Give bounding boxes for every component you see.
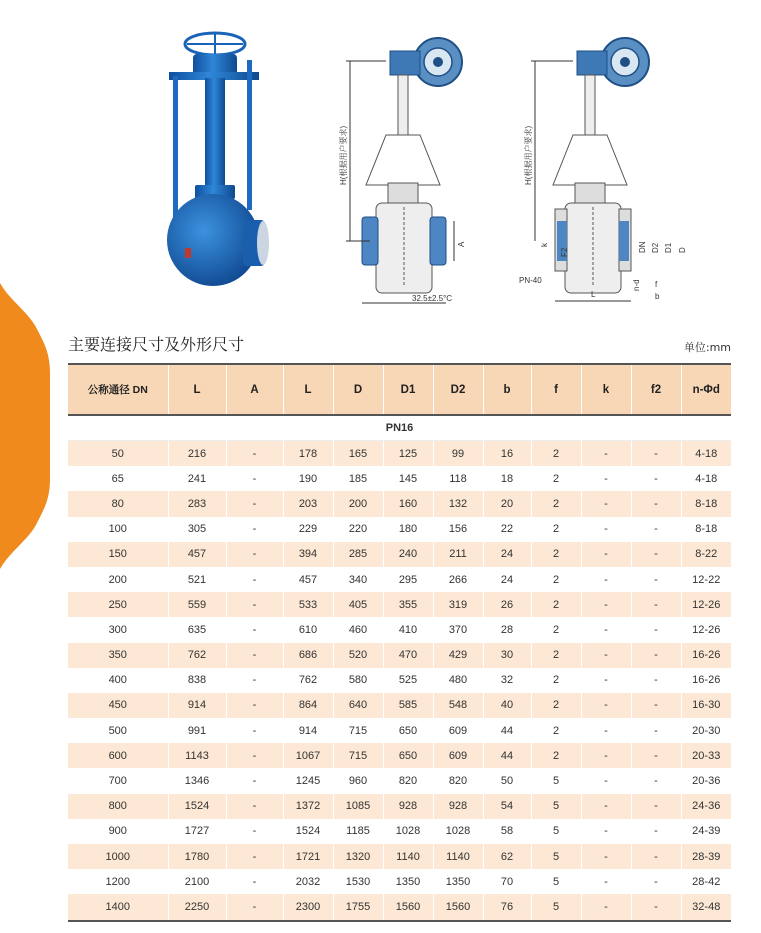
table-row xyxy=(68,668,731,693)
table-cell: - xyxy=(226,491,283,516)
table-cell: 160 xyxy=(383,491,433,516)
table-cell: 600 xyxy=(68,743,168,768)
table-cell: 1140 xyxy=(383,844,433,869)
table-cell: 405 xyxy=(333,592,383,617)
table-cell: 12-22 xyxy=(681,567,731,592)
table-cell: 520 xyxy=(333,643,383,668)
table-cell: 715 xyxy=(333,718,383,743)
table-cell: - xyxy=(631,668,681,693)
table-cell: 70 xyxy=(483,869,531,894)
table-row xyxy=(68,466,731,491)
section-title: 主要连接尺寸及外形尺寸 xyxy=(68,335,245,354)
table-cell: 2 xyxy=(531,542,581,567)
table-cell: 16 xyxy=(483,441,531,467)
table-cell: 1400 xyxy=(68,894,168,920)
table-cell: - xyxy=(226,869,283,894)
table-cell: - xyxy=(226,517,283,542)
table-cell: 24 xyxy=(483,567,531,592)
table-cell: 2 xyxy=(531,617,581,642)
table-cell: - xyxy=(631,718,681,743)
table-cell: 370 xyxy=(433,617,483,642)
table-cell: 99 xyxy=(433,441,483,467)
table-cell: 1067 xyxy=(283,743,333,768)
table-cell: 62 xyxy=(483,844,531,869)
table-cell: 2300 xyxy=(283,894,333,920)
table-cell: - xyxy=(631,441,681,467)
table-cell: - xyxy=(226,617,283,642)
table-cell: - xyxy=(631,743,681,768)
table-cell: - xyxy=(631,844,681,869)
table-cell: 229 xyxy=(283,517,333,542)
col-header: D1 xyxy=(383,364,433,415)
table-cell: - xyxy=(226,567,283,592)
table-cell: 305 xyxy=(168,517,226,542)
col-header: L xyxy=(168,364,226,415)
table-cell: 1143 xyxy=(168,743,226,768)
col-header: A xyxy=(226,364,283,415)
table-cell: 1000 xyxy=(68,844,168,869)
table-row xyxy=(68,542,731,567)
table-cell: 132 xyxy=(433,491,483,516)
table-cell: 1755 xyxy=(333,894,383,920)
table-cell: 460 xyxy=(333,617,383,642)
table-row xyxy=(68,794,731,819)
table-cell: 285 xyxy=(333,542,383,567)
table-cell: 1350 xyxy=(383,869,433,894)
d1-label: D1 xyxy=(664,242,673,253)
table-cell: - xyxy=(226,466,283,491)
table-cell: 960 xyxy=(333,768,383,793)
table-cell: - xyxy=(226,592,283,617)
table-header-row xyxy=(68,364,731,415)
table-cell: 8-18 xyxy=(681,491,731,516)
table-cell: 295 xyxy=(383,567,433,592)
table-cell: 650 xyxy=(383,718,433,743)
table-cell: 32 xyxy=(483,668,531,693)
table-cell: 820 xyxy=(433,768,483,793)
table-cell: 838 xyxy=(168,668,226,693)
table-cell: 864 xyxy=(283,693,333,718)
table-cell: 220 xyxy=(333,517,383,542)
table-cell: 820 xyxy=(383,768,433,793)
table-cell: 2 xyxy=(531,668,581,693)
table-cell: 1560 xyxy=(433,894,483,920)
table-cell: 635 xyxy=(168,617,226,642)
table-row xyxy=(68,819,731,844)
table-cell: 16-26 xyxy=(681,643,731,668)
f-label: f xyxy=(655,280,658,289)
table-cell: 24-36 xyxy=(681,794,731,819)
angle-label: 32.5±2.5°C xyxy=(412,294,453,303)
table-cell: 20 xyxy=(483,491,531,516)
table-cell: 18 xyxy=(483,466,531,491)
table-cell: 548 xyxy=(433,693,483,718)
table-cell: 16-30 xyxy=(681,693,731,718)
k-label: k xyxy=(540,243,549,247)
table-cell: - xyxy=(226,819,283,844)
table-row xyxy=(68,643,731,668)
col-header: D2 xyxy=(433,364,483,415)
table-cell: - xyxy=(581,894,631,920)
table-cell: - xyxy=(581,743,631,768)
table-cell: 200 xyxy=(333,491,383,516)
table-cell: 28 xyxy=(483,617,531,642)
table-cell: 22 xyxy=(483,517,531,542)
table-cell: 283 xyxy=(168,491,226,516)
table-cell: 5 xyxy=(531,869,581,894)
h-label-1: H(根据用户要求) xyxy=(339,125,348,185)
table-cell: 1140 xyxy=(433,844,483,869)
table-cell: - xyxy=(631,894,681,920)
table-cell: 28-42 xyxy=(681,869,731,894)
table-cell: 1200 xyxy=(68,869,168,894)
col-header: b xyxy=(483,364,531,415)
table-cell: - xyxy=(631,466,681,491)
table-cell: - xyxy=(226,668,283,693)
table-cell: 4-18 xyxy=(681,466,731,491)
table-cell: 100 xyxy=(68,517,168,542)
table-cell: 1350 xyxy=(433,869,483,894)
table-cell: 44 xyxy=(483,743,531,768)
table-cell: 80 xyxy=(68,491,168,516)
table-row xyxy=(68,743,731,768)
table-cell: 559 xyxy=(168,592,226,617)
welded-valve-drawing xyxy=(330,25,480,315)
table-cell: 350 xyxy=(68,643,168,668)
table-cell: - xyxy=(581,844,631,869)
b-label: b xyxy=(655,292,660,301)
table-cell: - xyxy=(581,567,631,592)
table-cell: - xyxy=(631,567,681,592)
table-cell: 533 xyxy=(283,592,333,617)
table-cell: - xyxy=(581,668,631,693)
table-cell: 1372 xyxy=(283,794,333,819)
table-cell: 1524 xyxy=(168,794,226,819)
table-cell: 12-26 xyxy=(681,592,731,617)
table-row xyxy=(68,718,731,743)
table-cell: 2 xyxy=(531,466,581,491)
table-row xyxy=(68,517,731,542)
table-cell: 400 xyxy=(68,668,168,693)
table-cell: 54 xyxy=(483,794,531,819)
flanged-valve-drawing xyxy=(515,25,705,315)
table-cell: 50 xyxy=(68,441,168,467)
table-cell: - xyxy=(631,794,681,819)
table-cell: 470 xyxy=(383,643,433,668)
table-cell: 429 xyxy=(433,643,483,668)
table-row xyxy=(68,869,731,894)
table-cell: 50 xyxy=(483,768,531,793)
table-cell: - xyxy=(226,643,283,668)
table-cell: 609 xyxy=(433,718,483,743)
table-cell: 165 xyxy=(333,441,383,467)
table-cell: 686 xyxy=(283,643,333,668)
table-cell: 4-18 xyxy=(681,441,731,467)
table-cell: 319 xyxy=(433,592,483,617)
table-cell: - xyxy=(226,743,283,768)
table-row xyxy=(68,693,731,718)
table-cell: - xyxy=(631,617,681,642)
table-cell: 20-33 xyxy=(681,743,731,768)
table-cell: 715 xyxy=(333,743,383,768)
table-cell: - xyxy=(226,542,283,567)
table-cell: 250 xyxy=(68,592,168,617)
table-cell: 2 xyxy=(531,743,581,768)
l-label: L xyxy=(591,290,596,299)
table-cell: 609 xyxy=(433,743,483,768)
table-cell: 500 xyxy=(68,718,168,743)
table-cell: 1085 xyxy=(333,794,383,819)
pressure-class-label: PN16 xyxy=(68,415,731,441)
table-cell: 180 xyxy=(383,517,433,542)
table-cell: - xyxy=(581,768,631,793)
table-cell: 457 xyxy=(168,542,226,567)
table-cell: 580 xyxy=(333,668,383,693)
table-cell: 340 xyxy=(333,567,383,592)
table-cell: 928 xyxy=(433,794,483,819)
table-cell: 300 xyxy=(68,617,168,642)
table-cell: 610 xyxy=(283,617,333,642)
table-cell: 125 xyxy=(383,441,433,467)
table-cell: 800 xyxy=(68,794,168,819)
table-cell: - xyxy=(581,441,631,467)
table-cell: 2100 xyxy=(168,869,226,894)
table-cell: 40 xyxy=(483,693,531,718)
table-row xyxy=(68,844,731,869)
table-cell: 211 xyxy=(433,542,483,567)
table-cell: - xyxy=(631,768,681,793)
table-cell: 585 xyxy=(383,693,433,718)
table-cell: 762 xyxy=(283,668,333,693)
table-cell: - xyxy=(226,718,283,743)
table-cell: 76 xyxy=(483,894,531,920)
table-cell: - xyxy=(581,542,631,567)
table-cell: 355 xyxy=(383,592,433,617)
table-cell: 203 xyxy=(283,491,333,516)
table-cell: 914 xyxy=(283,718,333,743)
valve-photo xyxy=(155,30,273,292)
table-cell: - xyxy=(226,794,283,819)
table-cell: 480 xyxy=(433,668,483,693)
table-cell: 185 xyxy=(333,466,383,491)
col-header: f2 xyxy=(631,364,681,415)
table-cell: 26 xyxy=(483,592,531,617)
table-cell: 1320 xyxy=(333,844,383,869)
table-cell: 2 xyxy=(531,517,581,542)
table-cell: 65 xyxy=(68,466,168,491)
table-cell: 240 xyxy=(383,542,433,567)
table-row xyxy=(68,617,731,642)
table-cell: 24-39 xyxy=(681,819,731,844)
table-cell: 241 xyxy=(168,466,226,491)
unit-label: 单位:mm xyxy=(683,341,731,354)
table-cell: 1560 xyxy=(383,894,433,920)
table-cell: 640 xyxy=(333,693,383,718)
table-cell: 2 xyxy=(531,718,581,743)
table-cell: 991 xyxy=(168,718,226,743)
table-cell: 178 xyxy=(283,441,333,467)
table-cell: 457 xyxy=(283,567,333,592)
table-cell: 150 xyxy=(68,542,168,567)
table-cell: 2 xyxy=(531,643,581,668)
table-cell: - xyxy=(631,517,681,542)
table-cell: 700 xyxy=(68,768,168,793)
table-cell: - xyxy=(226,894,283,920)
table-cell: - xyxy=(581,794,631,819)
table-cell: 16-26 xyxy=(681,668,731,693)
table-cell: - xyxy=(226,768,283,793)
table-cell: 650 xyxy=(383,743,433,768)
table-cell: 44 xyxy=(483,718,531,743)
table-cell: 12-26 xyxy=(681,617,731,642)
table-cell: - xyxy=(581,491,631,516)
table-cell: 5 xyxy=(531,768,581,793)
d2-label: D2 xyxy=(651,242,660,253)
table-cell: 1346 xyxy=(168,768,226,793)
table-cell: - xyxy=(581,592,631,617)
table-cell: 2 xyxy=(531,441,581,467)
table-cell: 1185 xyxy=(333,819,383,844)
table-cell: - xyxy=(631,542,681,567)
col-header: D xyxy=(333,364,383,415)
table-cell: 156 xyxy=(433,517,483,542)
table-cell: - xyxy=(631,819,681,844)
table-cell: 394 xyxy=(283,542,333,567)
table-row xyxy=(68,592,731,617)
table-cell: 118 xyxy=(433,466,483,491)
table-cell: 30 xyxy=(483,643,531,668)
table-cell: 1524 xyxy=(283,819,333,844)
table-row xyxy=(68,441,731,467)
table-cell: 928 xyxy=(383,794,433,819)
table-cell: 216 xyxy=(168,441,226,467)
table-cell: 521 xyxy=(168,567,226,592)
a-label: A xyxy=(457,241,466,247)
table-cell: - xyxy=(631,491,681,516)
table-cell: - xyxy=(631,693,681,718)
pn40-label: PN-40 xyxy=(519,276,542,285)
side-tab xyxy=(0,283,50,728)
table-cell: 762 xyxy=(168,643,226,668)
side-tab-shape xyxy=(0,283,50,569)
table-cell: 32-48 xyxy=(681,894,731,920)
dimensions-table xyxy=(68,363,731,922)
table-cell: 914 xyxy=(168,693,226,718)
table-cell: 8-18 xyxy=(681,517,731,542)
table-cell: 200 xyxy=(68,567,168,592)
table-cell: 525 xyxy=(383,668,433,693)
table-cell: 1721 xyxy=(283,844,333,869)
table-row xyxy=(68,768,731,793)
table-cell: - xyxy=(581,693,631,718)
table-cell: - xyxy=(631,592,681,617)
table-cell: 190 xyxy=(283,466,333,491)
table-cell: - xyxy=(581,517,631,542)
h-label-2: H(根据用户要求) xyxy=(524,125,533,185)
table-cell: 2032 xyxy=(283,869,333,894)
dn-label: DN xyxy=(638,241,647,253)
col-header: 公称通径 DN xyxy=(68,364,168,415)
table-cell: 266 xyxy=(433,567,483,592)
table-cell: 1727 xyxy=(168,819,226,844)
table-cell: - xyxy=(581,617,631,642)
col-header: L xyxy=(283,364,333,415)
table-row xyxy=(68,491,731,516)
table-cell: 24 xyxy=(483,542,531,567)
table-cell: 2 xyxy=(531,592,581,617)
table-cell: 5 xyxy=(531,819,581,844)
table-cell: 28-39 xyxy=(681,844,731,869)
table-cell: 2250 xyxy=(168,894,226,920)
table-cell: 1028 xyxy=(383,819,433,844)
table-cell: 5 xyxy=(531,844,581,869)
table-cell: 900 xyxy=(68,819,168,844)
table-cell: 20-36 xyxy=(681,768,731,793)
col-header: n-Φd xyxy=(681,364,731,415)
table-cell: - xyxy=(581,718,631,743)
table-cell: - xyxy=(581,643,631,668)
table-row xyxy=(68,567,731,592)
table-cell: 1780 xyxy=(168,844,226,869)
table-cell: 5 xyxy=(531,794,581,819)
table-cell: 145 xyxy=(383,466,433,491)
f2-label: F2 xyxy=(560,247,569,257)
table-cell: 2 xyxy=(531,491,581,516)
pressure-class-row xyxy=(68,415,731,441)
table-cell: 8-22 xyxy=(681,542,731,567)
table-cell: 1028 xyxy=(433,819,483,844)
table-cell: - xyxy=(226,693,283,718)
table-cell: 1245 xyxy=(283,768,333,793)
table-cell: 2 xyxy=(531,693,581,718)
table-cell: 450 xyxy=(68,693,168,718)
table-cell: - xyxy=(581,869,631,894)
table-cell: - xyxy=(581,466,631,491)
table-cell: 5 xyxy=(531,894,581,920)
d-label: D xyxy=(678,247,687,253)
col-header: k xyxy=(581,364,631,415)
table-cell: 58 xyxy=(483,819,531,844)
table-cell: - xyxy=(581,819,631,844)
table-cell: - xyxy=(631,869,681,894)
table-cell: - xyxy=(631,643,681,668)
side-tab-label: 球阀系列 xyxy=(23,668,37,728)
table-cell: - xyxy=(226,844,283,869)
table-row xyxy=(68,894,731,920)
table-cell: - xyxy=(226,441,283,467)
nd-label: n-d xyxy=(632,279,641,291)
col-header: f xyxy=(531,364,581,415)
table-cell: 410 xyxy=(383,617,433,642)
table-cell: 1530 xyxy=(333,869,383,894)
table-cell: 20-30 xyxy=(681,718,731,743)
table-cell: 2 xyxy=(531,567,581,592)
